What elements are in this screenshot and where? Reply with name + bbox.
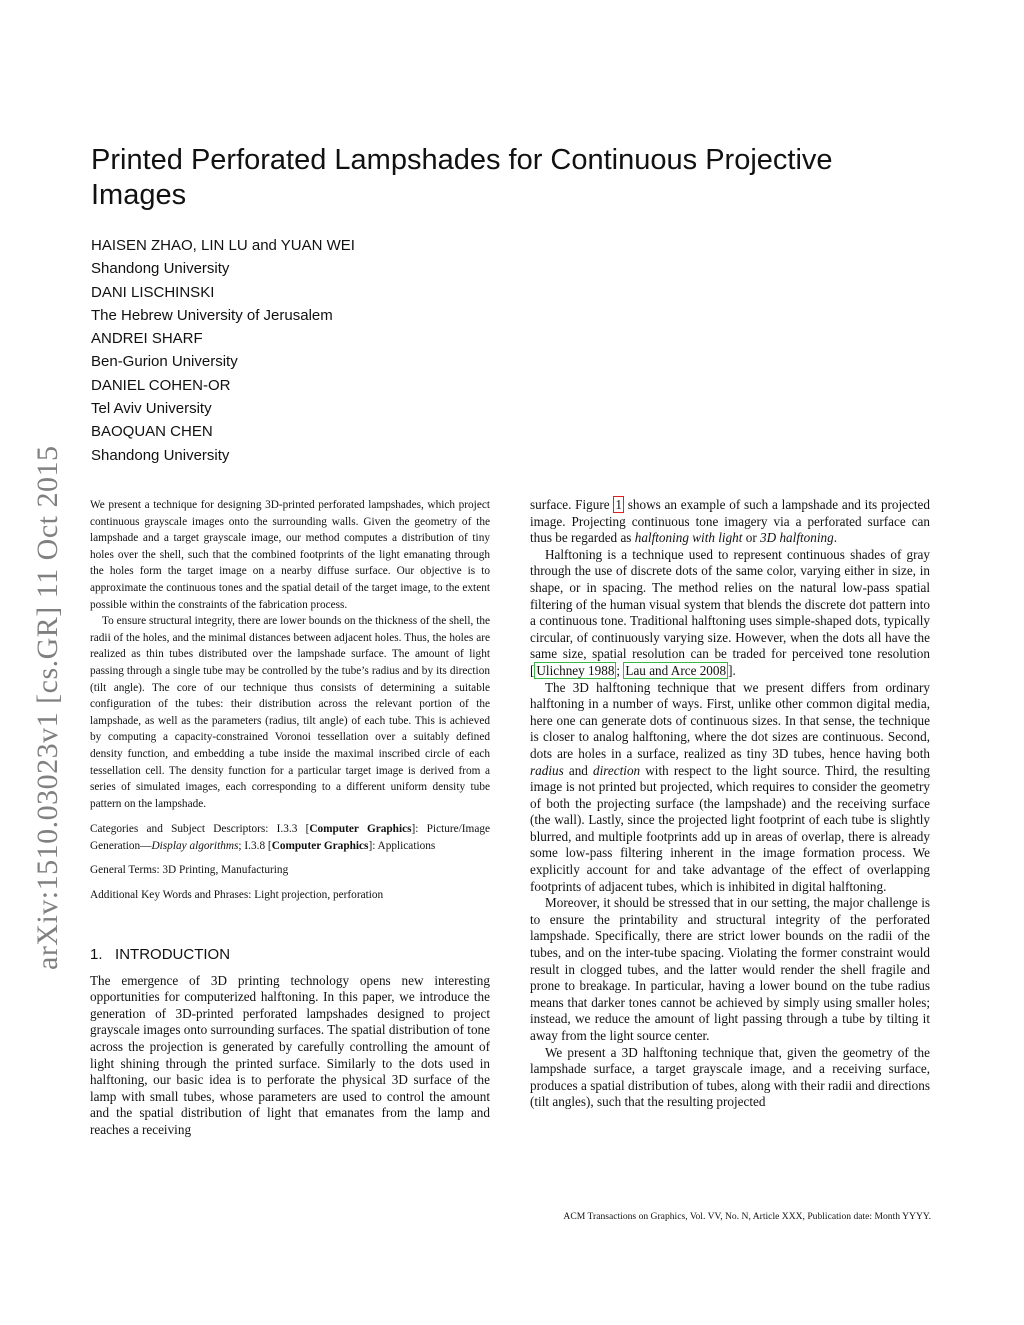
body-text: or [742,530,761,546]
body-paragraph: We present a 3D halftoning technique that, given the geometry of the lampshade surface, a target grayscale image, and a receiving surface, produces a spatial distribution of tubes, along with their radii and directions (tilt angles), such that the resulting projected [530,1044,930,1110]
emphasis: radius [530,762,564,778]
author-line: DANI LISCHINSKI [91,283,215,301]
body-text: and [563,762,594,778]
journal-footer: ACM Transactions on Graphics, Vol. VV, No. N, Article XXX, Publication date: Month YYYY. [563,1211,931,1222]
section-number: 1. [90,945,103,963]
abstract [90,497,490,812]
emphasis: 3D halftoning [760,530,834,546]
body-text: Halftoning is a technique used to represent continuous shades of gray through the use of discrete dots of the same color, varying either in size, in shape, or in spacing. The method relies on the natural low-pass spatial filtering of the human visual system that blends the discrete dot pattern into a continuous tone. Traditional halftoning uses simple-shaped dots, typically circular, of continuously varying size. However, when the dots all have the same size, spatial resolution can be traded for perceived tone resolution [ [530,546,930,678]
body-paragraph [530,547,930,680]
body-text: The 3D halftoning technique that we present differs from ordinary halftoning in a number of ways. First, unlike other common digital media, here one can generate dots of continuous sizes. In that sense, the technique is closer to analog halftoning, where the dot sizes are continuous. Second, dots are holes in a surface, realized as tiny 3D tubes, hence having both [530,679,930,761]
introduction-left [90,973,490,1139]
arxiv-identifier: arXiv:1510.03023v1 [cs.GR] 11 Oct 2015 [31,445,64,970]
body-text: . [833,530,837,546]
citation-link[interactable]: Lau and Arce 2008 [625,662,727,678]
body-paragraph: The emergence of 3D printing technology opens new interesting opportunities for computerized halftoning. In this paper, we introduce the generation of 3D-printed perforated lampshades designed to project grayscale images onto surrounding surfaces. The spatial distribution of tone across the projection is generated by carefully controlling the amount of light shining through the printed surface. Similarly to the dots used in halftoning, our basic idea is to perforate the physical 3D surface of the lamp with small tubes, whose parameters are used to control the amount and the spatial distribution of light that emanates from the lamp and reaches a receiving [90,972,490,1137]
abstract-paragraph: To ensure structural integrity, there are lower bounds on the thickness of the shell, the radii of the holes, and the minimal distances between adjacent holes. Thus, the holes are realized as thin tubes distributed over the lampshade surface. The amount of light passing through a single tube may be controlled by the tube’s radius and by its direction (tilt angle). The core of our technique thus consists of determining a suitable configuration of the tubes: their distribution across the relevant portion of the lampshade, as well as the parameters (radius, tilt angle) of each tube. This is achieved by computing a capacity-constrained Voronoi tessellation over a suitably defined density function, and embedding a tube inside the maximal inscribed circle of each tessellation cell. The density function for a particular target image is derived from a series of simulated images, each corresponding to a different uniform density tube pattern on the lampshade. [90,615,490,810]
categories-text: ; I.3.8 [ [238,839,272,852]
categories-descriptors [90,821,490,854]
section-title: INTRODUCTION [115,945,231,963]
emphasis: direction [593,762,641,778]
affiliation-line: The Hebrew University of Jerusalem [91,306,333,324]
categories-bold: Computer Graphics [309,823,412,836]
author-list [91,234,691,467]
citation-link[interactable]: Ulichney 1988 [536,662,615,678]
body-text: shows an example of such a lampshade and its projected image. Projecting continuous tone imagery via a perforated surface can thus be regarded as [530,497,930,546]
right-column [530,497,930,1111]
author-line: HAISEN ZHAO, LIN LU and YUAN WEI [91,237,355,254]
categories-text: Categories and Subject Descriptors: I.3.3 [ [90,823,310,836]
left-column [90,497,490,1139]
section-heading [90,946,490,963]
affiliation-line: Shandong University [91,446,230,464]
categories-italic: Display algorithms [151,839,239,852]
categories-text: ]: Picture/Image Generation— [90,823,491,852]
author-line: BAOQUAN CHEN [91,423,213,441]
body-paragraph: Moreover, it should be stressed that in our setting, the major challenge is to ensure the printability and structural integrity of the perforated lampshade. Specifically, there are strict lower bounds on the radii of the tubes, and on the inter-tube spacing. Violating the former constraint would result in clogged tubes, and the latter would render the shell fragile and prone to breakage. In particular, having a lower bound on the tube radius means that darker tones cannot be achieved by simply using smaller holes; instead, we reduce the amount of light passing through a tube by tilting it away from the light source center. [530,895,930,1043]
paper-metadata [90,821,490,903]
categories-bold: Computer Graphics [271,839,369,852]
affiliation-line: Shandong University [91,260,230,278]
abstract-paragraph: We present a technique for designing 3D-printed perforated lampshades, which project continuous grayscale images onto the surrounding walls. Given the geometry of the lampshade and a target grayscale image, our method computes a distribution of tiny holes over the shell, such that the combined footprints of the light emanating through the holes form the target image on a nearby diffuse surface. Our objective is to approximate the continuous tones and the spatial detail of the target image, to the extent possible within the constraints of the fabrication process. [90,499,490,611]
figure-reference-link[interactable]: 1 [615,497,622,512]
keywords: Additional Key Words and Phrases: Light projection, perforation [90,889,384,902]
affiliation-line: Tel Aviv University [91,400,212,418]
body-text: ]. [728,662,736,678]
author-line: DANIEL COHEN-OR [91,376,231,394]
author-line: ANDREI SHARF [91,330,203,348]
body-text: with respect to the light source. Third, the resulting image is not printed but projected, which requires to consider the geometry of both the projecting surface (the lampshade) and the receiving surface (the wall). Lastly, since the projected light footprint of each tube is slightly blurred, and multiple footprints add up in areas of overlap, there is already some low-pass filtering inherent in the image formation process. We explicitly account for and take advantage of the effect of overlapping footprints of adjacent tubes, which is inhibited in digital halftoning. [530,762,930,894]
emphasis: halftoning with light [634,530,743,546]
body-paragraph [530,680,930,896]
categories-text: ]: Applications [368,839,436,852]
general-terms: General Terms: 3D Printing, Manufacturing [90,864,289,877]
paper-title: Printed Perforated Lampshades for Continuous Projective Images [91,144,833,211]
affiliation-line: Ben-Gurion University [91,353,238,371]
body-text: surface. Figure [530,497,614,512]
body-paragraph [530,497,930,547]
body-text: ; [616,662,624,678]
